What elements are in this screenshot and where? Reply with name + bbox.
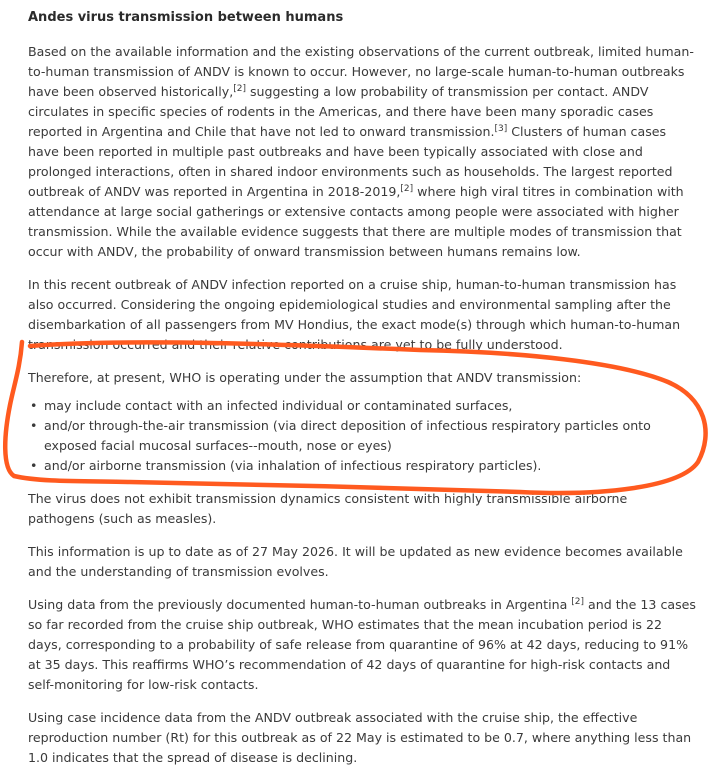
paragraph-reproduction-number: Using case incidence data from the ANDV outbreak associated with the cruise ship, the effective reproduction number (Rt) for this outbreak as of 22 May is estimated to be 0.7, where anything less than 1.0 indicates that the spread of disease is declining. xyxy=(28,710,692,765)
article-content xyxy=(28,0,696,768)
paragraph-cruise-ship-outbreak: In this recent outbreak of ANDV infection reported on a cruise ship, human-to-human transmission has also occurred. Considering the ongoing epidemiological studies and environmental sampling after the disembarkation of all passengers from MV Hondius, the exact mode(s) through which human-to-human transmission occurred and their relative contributions are yet to be fully understood. xyxy=(28,277,681,352)
bullet-icon: • xyxy=(30,418,38,433)
list-item: • may include contact with an infected individual or contaminated surfaces, xyxy=(28,396,696,416)
reference-link-3[interactable]: [3] xyxy=(494,124,508,134)
transmission-modes-list xyxy=(28,396,696,476)
list-item: • and/or through-the-air transmission (via direct deposition of infectious respiratory particles onto exposed facial mucosal surfaces--mouth, nose or eyes) xyxy=(30,418,651,453)
reference-link-2[interactable]: [2] xyxy=(233,84,246,94)
bullet-icon: • xyxy=(30,398,38,413)
reference-link-2[interactable]: [2] xyxy=(571,597,585,607)
paragraph-who-assumption: Therefore, at present, WHO is operating under the assumption that ANDV transmission: xyxy=(28,370,582,385)
paragraph-transmission-dynamics: The virus does not exhibit transmission dynamics consistent with highly transmissible airborne pathogens (such as measles). xyxy=(28,491,628,526)
section-heading: Andes virus transmission between humans xyxy=(28,10,344,25)
list-item: • and/or airborne transmission (via inhalation of infectious respiratory particles). xyxy=(28,456,696,476)
paragraph-incubation-period: Using data from the previously documented human-to-human outbreaks in Argentina [2] and the 13 cases so far recorded from the cruise ship outbreak, WHO estimates that the mean incubation period is 22 days, corresponding to a probability of safe release from quarantine of 96% at 42 days, reducing to 91% at 35 days. This reaffirms WHO’s recommendation of 42 days of quarantine for high-risk contacts and self-monitoring for low-risk contacts. xyxy=(28,597,696,692)
bullet-icon: • xyxy=(30,458,38,473)
paragraph-historical-transmission: Based on the available information and the existing observations of the current outbreak, limited human-to-human transmission of ANDV is known to occur. However, no large-scale human-to-human outbreaks have been observed historically,[2] suggesting a low probability of transmission per contact. ANDV circulates in specific species of rodents in the Americas, and there have been many sporadic cases reported in Argentina and Chile that have not led to onward transmission.[3] Clusters of human cases have been reported in multiple past outbreaks and have been typically associated with close and prolonged interactions, often in shared indoor environments such as households. The largest reported outbreak of ANDV was reported in Argentina in 2018-2019,[2] where high viral titres in combination with attendance at large social gatherings or extensive contacts among people were associated with higher transmission. While the available evidence suggests that there are multiple modes of transmission that occur with ANDV, the probability of onward transmission between humans remains low. xyxy=(28,44,694,259)
reference-link-2[interactable]: [2] xyxy=(400,184,414,194)
paragraph-update-notice: This information is up to date as of 27 May 2026. It will be updated as new evidence becomes available and the understanding of transmission evolves. xyxy=(28,544,683,579)
